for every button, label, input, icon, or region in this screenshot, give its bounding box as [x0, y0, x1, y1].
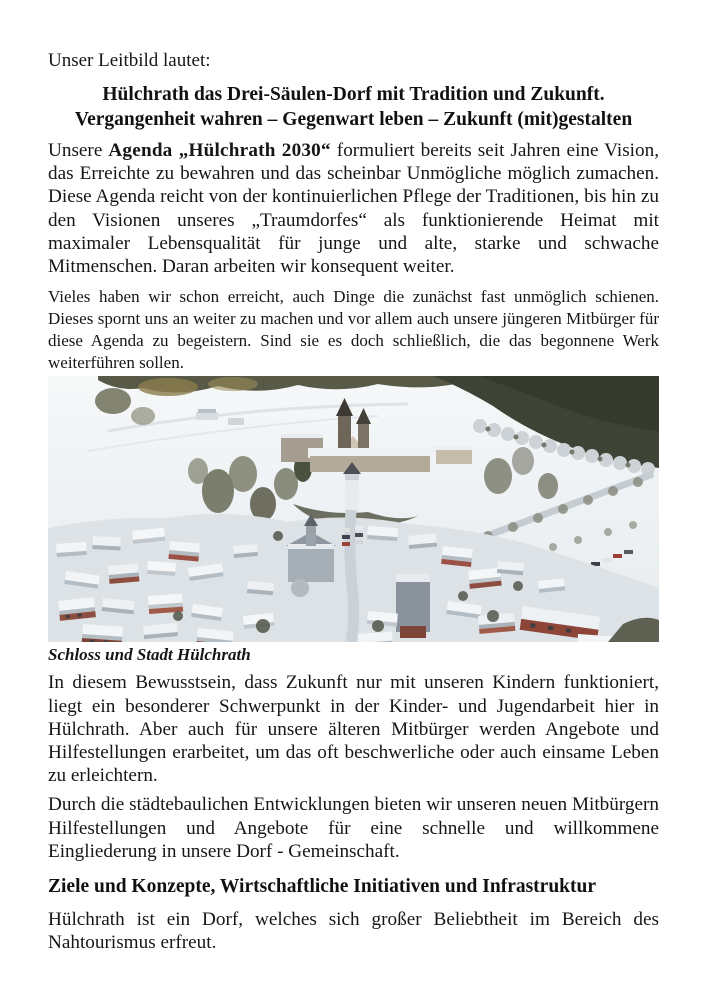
village-aerial-photo	[48, 376, 659, 642]
intro-line: Unser Leitbild lautet:	[48, 50, 211, 71]
paragraph-agenda-bold: Agenda „Hülchrath 2030“	[108, 140, 331, 161]
leitbild-line-2: Vergangenheit wahren – Gegenwart leben – Zukunft (mit)gestalten	[74, 109, 633, 130]
leitbild-heading	[48, 82, 659, 132]
ziele-heading: Ziele und Konzepte, Wirtschaftliche Initiativen und Infrastruktur	[48, 876, 597, 898]
photo-figure	[48, 376, 659, 664]
paragraph-nahtourismus: Hülchrath ist ein Dorf, welches sich großer Beliebtheit im Bereich des Nahtourismus erfreut.	[48, 909, 659, 954]
photo-caption: Schloss und Stadt Hülchrath	[48, 645, 251, 665]
paragraph-staedtebau: Durch die städtebaulichen Entwicklungen bieten wir unseren neuen Mitbürgern Hilfestellungen und Angebote für eine schnelle und willkommene Eingliederung in unsere Dorf - Gemeinschaft.	[48, 794, 659, 862]
leitbild-line-1: Hülchrath das Drei-Säulen-Dorf mit Tradition und Zukunft.	[102, 84, 605, 105]
paragraph-agenda-prefix: Unsere	[48, 140, 109, 161]
large-hall	[396, 574, 430, 638]
paragraph-agenda	[48, 139, 659, 278]
paragraph-kinder: In diesem Bewusstsein, dass Zukunft nur mit unseren Kindern funktioniert, liegt ein besonderer Schwerpunkt in der Kinder- und Jugendarbeit hier in Hülchrath. Aber auch für unsere älteren Mitbürger werden Angebote und Hilfestellungen erarbeitet, um das oft beschwerliche oder auch einsame Leben zu erleichtern.	[48, 672, 659, 787]
paragraph-vieles: Vieles haben wir schon erreicht, auch Dinge die zunächst fast unmöglich schienen. Dieses spornt uns an weiter zu machen und vor allem auch unsere jüngeren Mitbürger für diese Agenda zu begeistern. Sind sie es doch schließlich, die das begonnene Werk weiterführen sollen.	[48, 287, 659, 372]
paragraph-agenda-rest: formuliert bereits seit Jahren eine Vision, das Erreichte zu bewahren und das scheinbar Unmögliche möglich zumachen. Diese Agenda reicht von der kontinuierlichen Pflege der Traditionen, bis hin zu den Visionen unseres „Traumdorfes“ als funktionierende Heimat mit maximaler Lebensqualität für junge und alte, starke und schwache Mitmenschen. Daran arbeiten wir konsequent weiter.	[48, 140, 660, 278]
